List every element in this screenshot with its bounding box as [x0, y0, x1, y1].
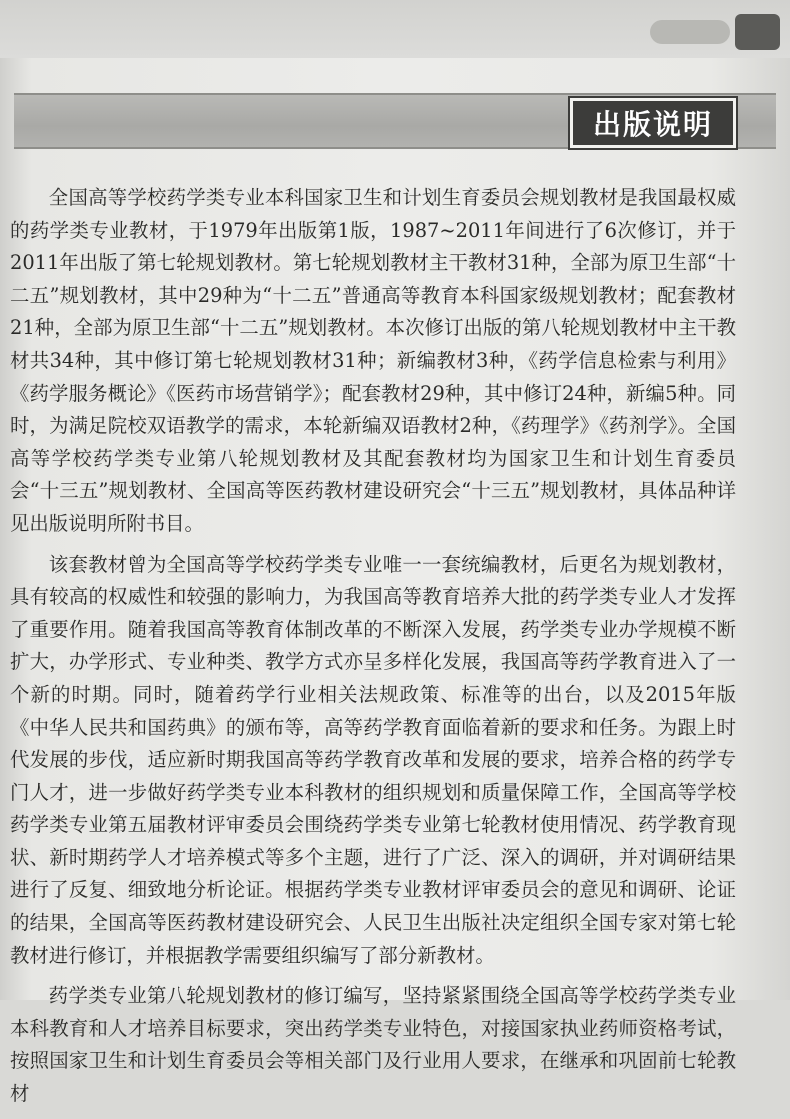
- section-title: 出版说明: [592, 108, 713, 141]
- paragraph: 全国高等学校药学类专业本科国家卫生和计划生育委员会规划教材是我国最权威的药学类专业教材，于1979年出版第1版，1987~2011年间进行了6次修订，并于2011年出版了第七轮规划教材。第七轮规划教材主干教材31种，全部为原卫生部“十二五”规划教材，其中29种为“十二五”普通高等教育本科国家级规划教材；配套教材21种，全部为原卫生部“十二五”规划教材。本次修订出版的第八轮规划教材中主干教材共34种，其中修订第七轮规划教材31种；新编教材3种，《药学信息检索与利用》《药学服务概论》《医药市场营销学》；配套教材29种，其中修订24种，新编5种。同时，为满足院校双语教学的需求，本轮新编双语教材2种，《药理学》《药剂学》。全国高等学校药学类专业第八轮规划教材及其配套教材均为国家卫生和计划生育委员会“十三五”规划教材、全国高等医药教材建设研究会“十三五”规划教材，具体品种详见出版说明所附书目。: [10, 186, 736, 535]
- paragraph: 药学类专业第八轮规划教材的修订编写，坚持紧紧围绕全国高等学校药学类专业本科教育和人才培养目标要求，突出药学类专业特色，对接国家执业药师资格考试，按照国家卫生和计划生育委员会等相关部门及行业用人要求，在继承和巩固前七轮教材: [10, 984, 736, 1106]
- paragraph: 该套教材曾为全国高等学校药学类专业唯一一套统编教材，后更名为规划教材，具有较高的权威性和较强的影响力，为我国高等教育培养大批的药学类专业人才发挥了重要作用。随着我国高等教育体制改革的不断深入发展，药学类专业办学规模不断扩大，办学形式、专业种类、教学方式亦呈多样化发展，我国高等药学教育进入了一个新的时期。同时，随着药学行业相关法规政策、标准等的出台，以及2015年版《中华人民共和国药典》的颁布等，高等药学教育面临着新的要求和任务。为跟上时代发展的步伐，适应新时期我国高等药学教育改革和发展的要求，培养合格的药学专门人才，进一步做好药学类专业本科教材的组织规划和质量保障工作，全国高等学校药学类专业第五届教材评审委员会围绕药学类专业第七轮教材使用情况、药学教育现状、新时期药学人才培养模式等多个主题，进行了广泛、深入的调研，并对调研结果进行了反复、细致地分析论证。根据药学类专业教材评审委员会的意见和调研、论证的结果，全国高等医药教材建设研究会、人民卫生出版社决定组织全国专家对第七轮教材进行修订，并根据教学需要组织编写了部分新教材。: [10, 552, 736, 967]
- body-text: [10, 182, 736, 1119]
- page-tab-mark-dark: [735, 14, 780, 50]
- page-tab-mark: [650, 20, 730, 44]
- top-margin-strip: [0, 0, 790, 58]
- section-title-box: [570, 98, 736, 148]
